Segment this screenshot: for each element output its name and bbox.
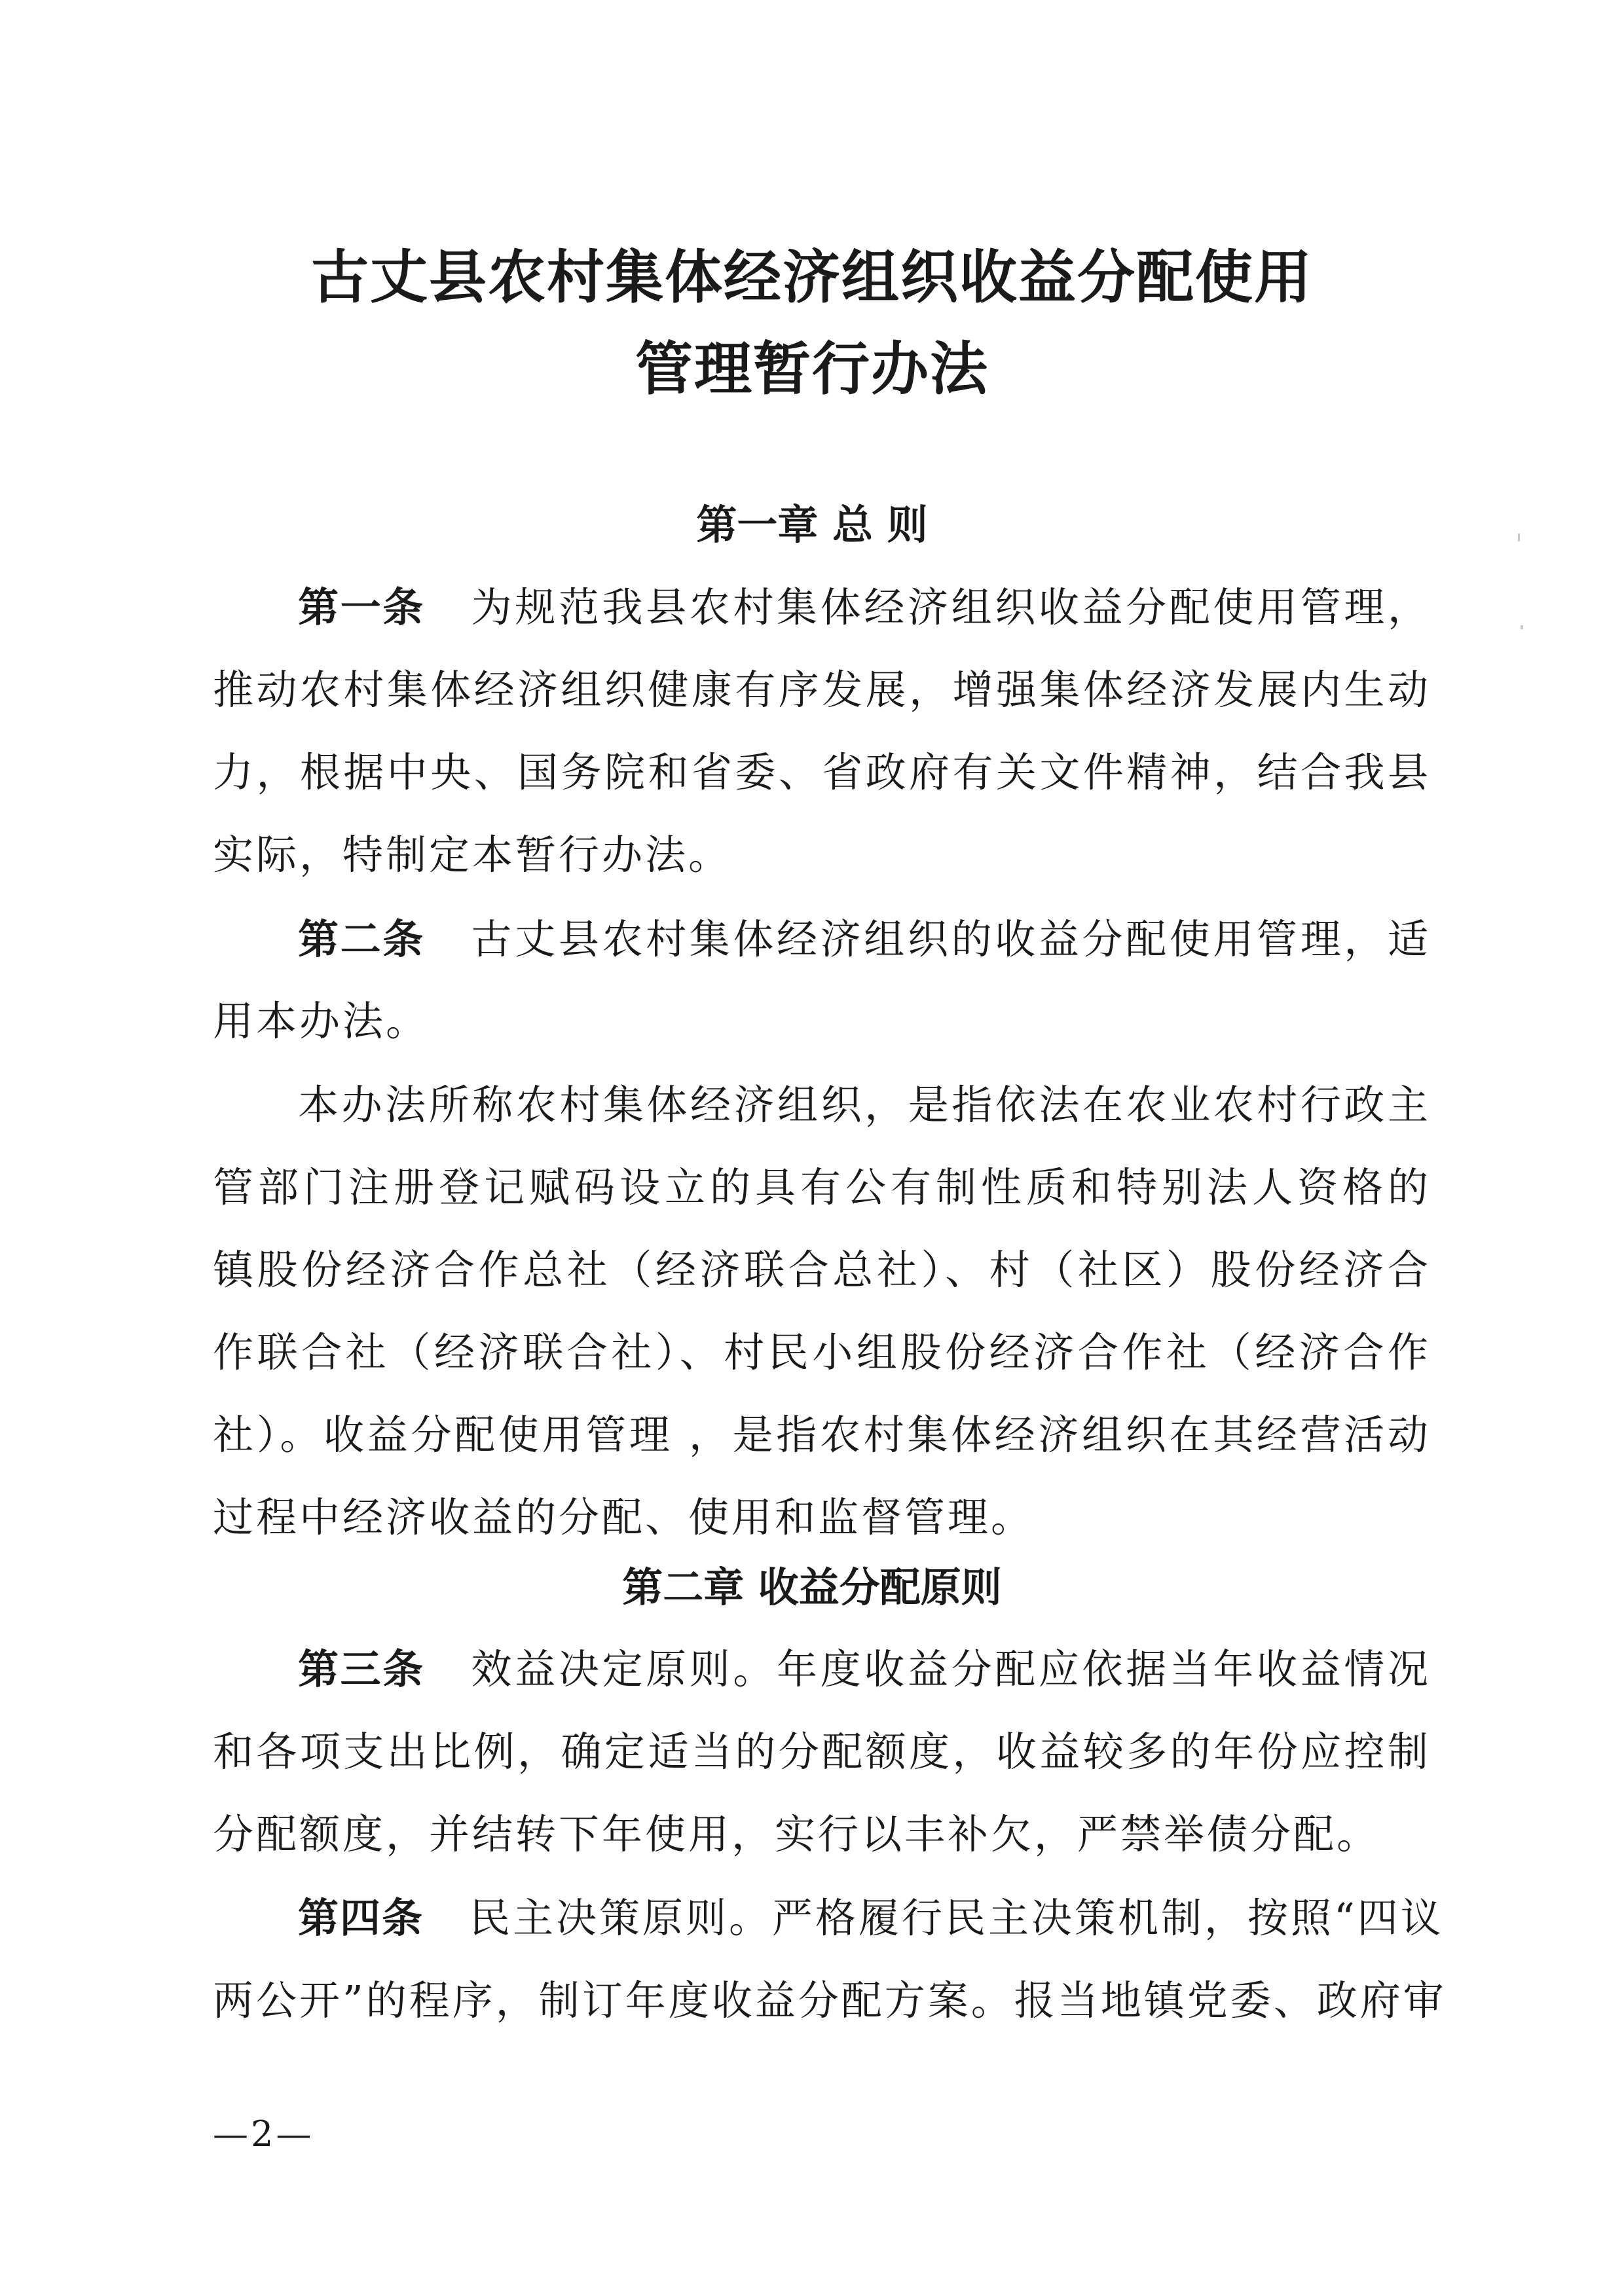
paragraph-line-3: 镇股份经济合作总社（经济联合总社）、村（社区）股份经济合 <box>213 1246 1431 1294</box>
paragraph-line-2: 管部门注册登记赋码设立的具有公有制性质和特别法人资格的 <box>213 1163 1431 1211</box>
article-1-line-3: 力，根据中央、国务院和省委、省政府有关文件精神，结合我县 <box>213 748 1431 796</box>
paragraph-line-1: 本办法所称农村集体经济组织，是指依法在农业农村行政主 <box>298 1081 1431 1129</box>
paragraph-line-6: 过程中经济收益的分配、使用和监督管理。 <box>213 1493 1035 1541</box>
article-2-label: 第二条 <box>298 915 425 963</box>
article-3-line-2: 和各项支出比例，确定适当的分配额度，收益较多的年份应控制 <box>213 1728 1431 1776</box>
scan-speck <box>1518 534 1520 541</box>
article-3-line-1 <box>298 1637 1431 1702</box>
chapter-2-heading: 第二章 收益分配原则 <box>622 1563 1002 1611</box>
article-2-line-1 <box>298 907 1431 972</box>
article-1-line-4: 实际，特制定本暂行办法。 <box>213 831 732 879</box>
article-1-line-1 <box>298 575 1431 640</box>
article-2-line-2: 用本办法。 <box>213 997 430 1045</box>
scan-speck <box>1521 625 1523 629</box>
article-3-label: 第三条 <box>298 1645 425 1693</box>
paragraph-line-5: 社）。收益分配使用管理 ，是指农村集体经济组织在其经营活动 <box>213 1411 1431 1459</box>
article-2-text: 古丈县农村集体经济组织的收益分配使用管理，适 <box>470 915 1431 963</box>
article-1-line-2: 推动农村集体经济组织健康有序发展，增强集体经济发展内生动 <box>213 666 1431 714</box>
article-4-line-2: 两公开”的程序，制订年度收益分配方案。报当地镇党委、政府审 <box>213 1977 1447 2024</box>
article-4-label: 第四条 <box>298 1894 424 1942</box>
document-title-line-2: 管理暂行办法 <box>635 335 989 403</box>
page-number: —2— <box>213 2113 314 2155</box>
paragraph-line-4: 作联合社（经济联合社）、村民小组股份经济合作社（经济合作 <box>213 1328 1431 1376</box>
document-title-line-1: 古丈县农村集体经济组织收益分配使用 <box>310 243 1313 311</box>
article-1-text: 为规范我县农村集体经济组织收益分配使用管理， <box>470 583 1431 631</box>
article-3-text: 效益决定原则。年度收益分配应依据当年收益情况 <box>470 1645 1431 1693</box>
article-4-line-1 <box>298 1886 1444 1951</box>
chapter-1-heading: 第一章 总 则 <box>696 501 928 549</box>
article-4-text: 民主决策原则。严格履行民主决策机制，按照“四议 <box>470 1894 1444 1942</box>
article-3-line-3: 分配额度，并结转下年使用，实行以丰补欠，严禁举债分配。 <box>213 1810 1380 1858</box>
article-1-label: 第一条 <box>298 583 425 631</box>
